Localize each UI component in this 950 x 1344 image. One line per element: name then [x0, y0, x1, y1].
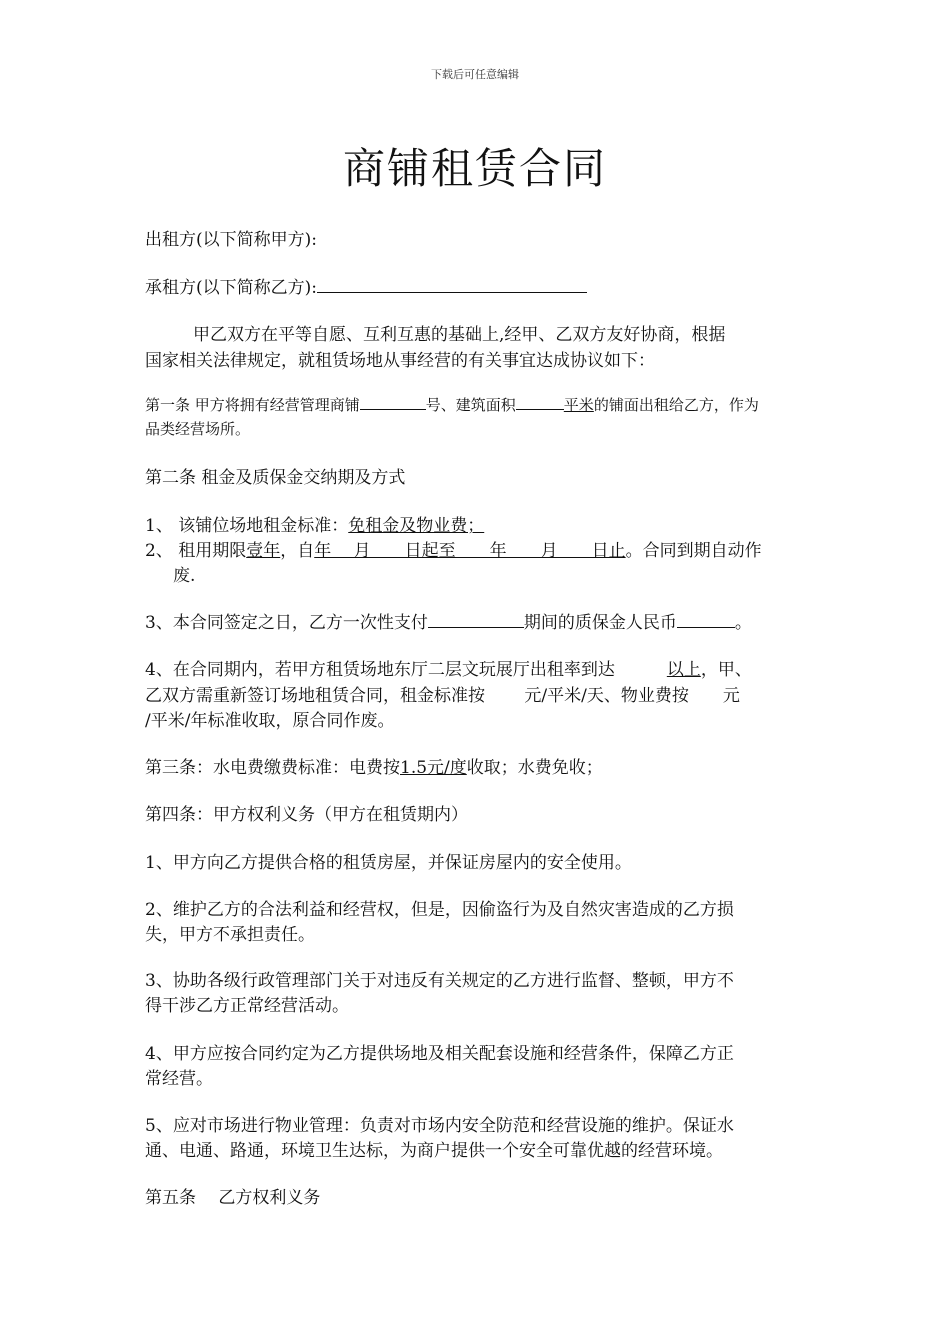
article-1-text-c: 的铺面出租给乙方，作为 — [593, 396, 759, 414]
article-4-item-5-line-1: 5、应对市场进行物业管理：负责对市场内安全防范和经营设施的维护。保证水 — [145, 1116, 734, 1136]
article-4-item-3-line-1: 3、协助各级行政管理部门关于对违反有关规定的乙方进行监督、整顿，甲方不 — [145, 971, 734, 991]
lessor-label: 出租方(以下简称甲方): — [145, 230, 317, 250]
intro-line-1: 甲乙双方在平等自愿、互利互惠的基础上,经甲、乙双方友好协商，根据 — [193, 325, 726, 345]
article-1-line-2: 品类经营场所。 — [145, 420, 251, 438]
deposit-amount-blank — [677, 611, 735, 628]
page-title: 商铺租赁合同 — [342, 144, 607, 193]
article-1-line-1 — [145, 393, 759, 415]
lessee-line — [145, 273, 587, 298]
term-text-end: 。合同到期自动作 — [625, 541, 762, 561]
article-1-text-b: 号、建筑面积 — [425, 396, 516, 414]
article-2-item-2-line-2: 废. — [173, 566, 196, 586]
article-1-text-a: 第一条 甲方将拥有经营管理商铺 — [145, 396, 360, 414]
article-2-item-2 — [145, 536, 762, 561]
deposit-text-b: 期间的质保金人民币 — [523, 613, 677, 633]
rent-standard-value: 免租金及物业费； — [348, 516, 485, 536]
article-4-heading: 第四条：甲方权利义务（甲方在租赁期内） — [145, 805, 468, 825]
article-4-item-4-line-2: 常经营。 — [145, 1069, 213, 1089]
term-label: 2、 租用期限 — [145, 541, 247, 561]
rent-standard-label: 1、 该铺位场地租金标准： — [145, 516, 349, 536]
deposit-text-c: 。 — [734, 613, 752, 633]
utilities-text-b: 收取；水费免收； — [466, 758, 603, 778]
article-5-heading: 第五条 乙方权利义务 — [145, 1188, 321, 1208]
electricity-rate: 1.5元/度 — [400, 758, 467, 778]
term-dates: 年 月 日起至 年 月 日止 — [314, 541, 626, 561]
article-4-item-4-line-1: 4、甲方应按合同约定为乙方提供场地及相关配套设施和经营条件，保障乙方正 — [145, 1044, 734, 1064]
term-text: ，自 — [280, 541, 315, 561]
article-2-heading: 第二条 租金及质保金交纳期及方式 — [145, 468, 406, 488]
article-2-item-1 — [145, 511, 484, 536]
lessee-label: 承租方(以下简称乙方): — [145, 278, 317, 298]
article-4-item-2-line-1: 2、维护乙方的合法利益和经营权，但是，因偷盗行为及自然灾害造成的乙方损 — [145, 900, 734, 920]
article-4-item-5-line-2: 通、电通、路通，环境卫生达标，为商户提供一个安全可靠优越的经营环境。 — [145, 1141, 723, 1161]
term-value: 壹年 — [246, 541, 281, 561]
article-2-item-4-line-1 — [145, 655, 752, 680]
utilities-text-a: 第三条：水电费缴费标准：电费按 — [145, 758, 400, 778]
header-note: 下载后可任意编辑 — [431, 68, 519, 81]
occupancy-rate: 以上 — [666, 660, 701, 680]
shop-number-blank — [360, 393, 426, 410]
deposit-text-a: 3、本合同签定之日，乙方一次性支付 — [145, 613, 428, 633]
article-3 — [145, 753, 603, 778]
article-4-item-2-line-2: 失，甲方不承担责任。 — [145, 925, 315, 945]
intro-line-2: 国家相关法律规定，就租赁场地从事经营的有关事宜达成协议如下： — [145, 351, 655, 371]
article-4-item-1: 1、甲方向乙方提供合格的租赁房屋，并保证房屋内的安全使用。 — [145, 853, 632, 873]
deposit-period-blank — [428, 611, 524, 628]
lessor-line — [145, 225, 317, 250]
article-4-item-3-line-2: 得干涉乙方正常经营活动。 — [145, 996, 349, 1016]
article-2-item-3 — [145, 608, 752, 633]
lessee-blank — [317, 276, 587, 293]
article-2-item-4-line-2: 乙双方需重新签订场地租赁合同，租金标准按 元/平米/天、物业费按 元 — [145, 686, 740, 706]
occupancy-text-a: 4、在合同期内，若甲方租赁场地东厅二层文玩展厅出租率到达 — [145, 660, 615, 680]
area-unit: 平米 — [563, 396, 594, 414]
article-2-item-4-line-3: /平米/年标准收取，原合同作废。 — [145, 711, 395, 731]
occupancy-text-b: ，甲、 — [700, 660, 752, 680]
area-blank — [516, 393, 564, 410]
